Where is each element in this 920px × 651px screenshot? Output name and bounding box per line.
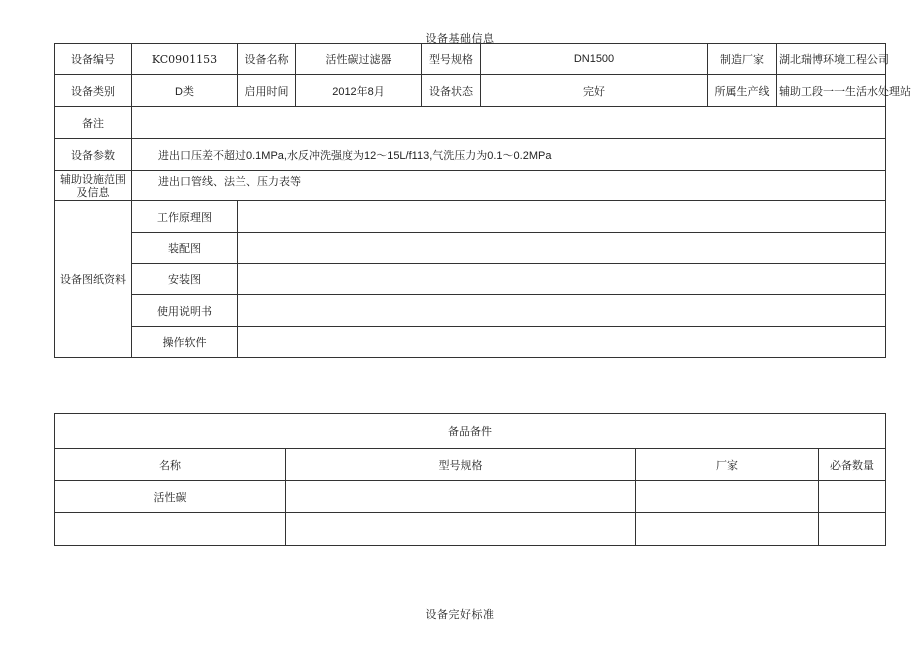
drawing-value: [238, 264, 886, 295]
value-aux-facilities: 进出口管线、法兰、压力表等: [132, 171, 886, 201]
value-category: D类: [132, 75, 238, 107]
label-device-name: 设备名称: [238, 44, 296, 75]
params-row: [55, 139, 886, 171]
label-params: 设备参数: [55, 139, 132, 171]
spare-cell: [819, 481, 886, 513]
drawing-name: 使用说明书: [132, 295, 238, 327]
label-start-date: 启用时间: [238, 75, 296, 107]
value-manufacturer: 湖北瑞博环境工程公司: [777, 44, 886, 75]
drawing-name: 工作原理图: [132, 201, 238, 233]
drawing-row: [55, 233, 886, 264]
drawing-name: 操作软件: [132, 327, 238, 358]
label-status: 设备状态: [422, 75, 481, 107]
column-header: 厂家: [636, 449, 819, 481]
value-status: 完好: [481, 75, 708, 107]
drawing-value: [238, 201, 886, 233]
drawing-value: [238, 295, 886, 327]
spare-parts-table: [54, 413, 886, 546]
value-start-date: 2012年8月: [296, 75, 422, 107]
drawing-row: [55, 327, 886, 358]
value-params: 进出口压差不超过0.1MPa,水反冲洗强度为12～15L/f113,气洗压力为0.1～0.2MPa: [132, 139, 886, 171]
remark-row: [55, 107, 886, 139]
footer-title: 设备完好标准: [425, 608, 495, 621]
label-device-id: 设备编号: [55, 44, 132, 75]
table-row: [55, 513, 886, 546]
spares-title: 备品备件: [55, 414, 886, 449]
drawing-name: 装配图: [132, 233, 238, 264]
value-device-id: KC0901153: [132, 44, 238, 75]
column-header: 型号规格: [286, 449, 636, 481]
spare-cell: [819, 513, 886, 546]
drawing-row: [55, 264, 886, 295]
value-production-line: 辅助工段一一生活水处理站: [777, 75, 886, 107]
spare-cell: [636, 513, 819, 546]
drawing-value: [238, 327, 886, 358]
drawing-value: [238, 233, 886, 264]
info-row-1: [55, 44, 886, 75]
drawing-row: [55, 201, 886, 233]
column-header: 必备数量: [819, 449, 886, 481]
spares-title-row: [55, 414, 886, 449]
label-manufacturer: 制造厂家: [708, 44, 777, 75]
page-title: 设备基础信息: [425, 32, 495, 45]
value-device-name: 活性碳过滤器: [296, 44, 422, 75]
label-aux-facilities: 辅助设施范围及信息: [55, 171, 132, 201]
label-remark: 备注: [55, 107, 132, 139]
value-model: DN1500: [481, 44, 708, 75]
label-drawings: 设备图纸资料: [55, 201, 132, 358]
spare-cell: [55, 513, 286, 546]
aux-row: [55, 171, 886, 201]
spares-header-row: [55, 449, 886, 481]
spare-cell: [636, 481, 819, 513]
label-model: 型号规格: [422, 44, 481, 75]
spare-cell: [286, 481, 636, 513]
spare-cell: [286, 513, 636, 546]
drawing-row: [55, 295, 886, 327]
info-row-2: [55, 75, 886, 107]
column-header: 名称: [55, 449, 286, 481]
drawing-name: 安装图: [132, 264, 238, 295]
label-category: 设备类别: [55, 75, 132, 107]
spare-cell: 活性碳: [55, 481, 286, 513]
value-remark: [132, 107, 886, 139]
label-production-line: 所属生产线: [708, 75, 777, 107]
basic-info-table: [54, 43, 911, 358]
table-row: [55, 481, 886, 513]
